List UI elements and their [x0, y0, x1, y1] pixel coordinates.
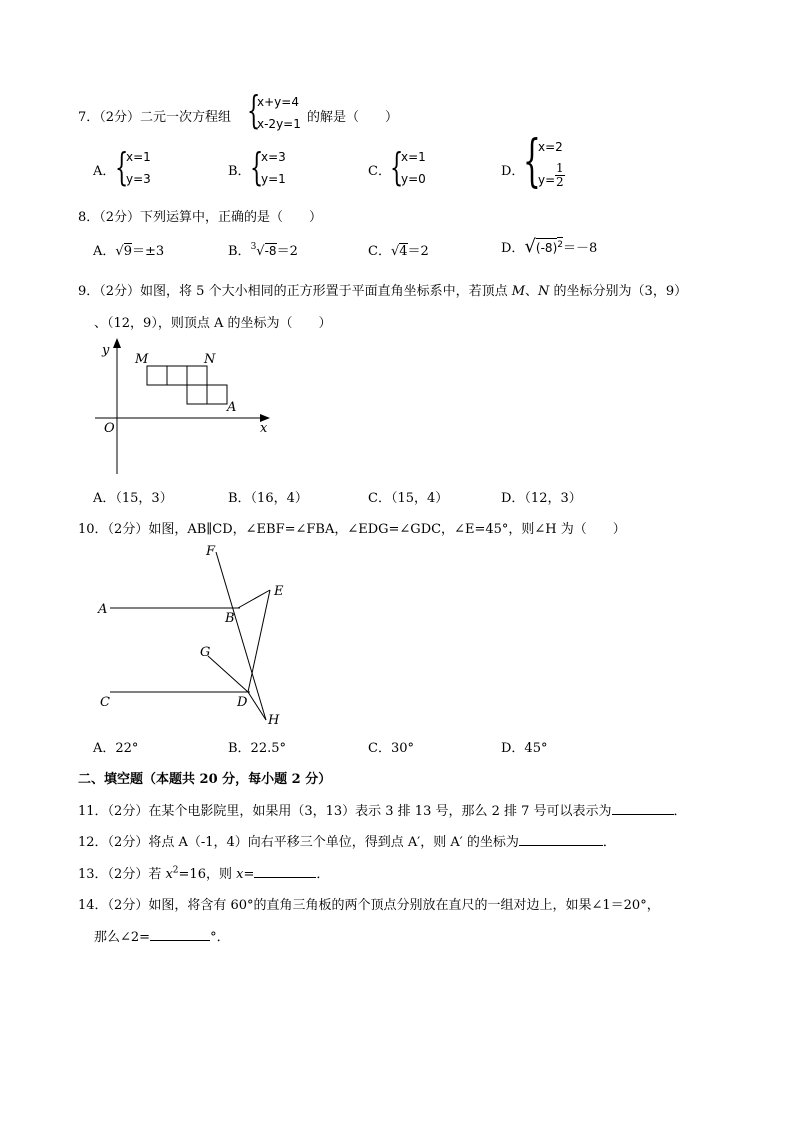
- fig-label-a: A: [98, 602, 108, 617]
- fig-label-x: x: [260, 421, 268, 436]
- q7-eq1: x+y=4: [257, 95, 299, 109]
- q10-option-a[interactable]: A．22°: [93, 741, 139, 756]
- q13-end: ．: [316, 867, 330, 882]
- segment-ed: [248, 590, 270, 692]
- q14-line1: 14．（2分）如图，将含有 60°的直角三角板的两个顶点分别放在直尺的一组对边上，如果∠1＝20°，: [78, 898, 660, 913]
- q13-eq: =: [243, 867, 255, 882]
- segment-gd: [208, 656, 248, 692]
- q8-option-b-index: 3: [250, 242, 257, 252]
- fig-label-f: F: [206, 544, 216, 559]
- section-title: 二、填空题（本题共 20 分，每小题 2 分）: [78, 772, 332, 787]
- q8-option-b-rest: ＝2: [276, 244, 298, 259]
- q7-option-b-line2: y=1: [261, 172, 286, 186]
- q8-option-a-rest: ＝±3: [131, 244, 165, 259]
- fraction-numerator: 1: [556, 161, 564, 175]
- q9-sep: 、: [525, 284, 539, 299]
- q7-option-a-label: A．: [93, 164, 116, 179]
- q10-option-c[interactable]: C．30°: [368, 741, 414, 756]
- q7-option-b-line1: x=3: [261, 150, 286, 164]
- q7-option-b-label: B．: [228, 164, 251, 179]
- y-axis-arrow-icon: [113, 338, 121, 348]
- square: [187, 366, 207, 385]
- fig-label-n: N: [204, 352, 216, 367]
- q12-answer-blank[interactable]: [519, 833, 603, 846]
- q9-line2: 、（12，9），则顶点 A 的坐标为（ ）: [94, 316, 332, 331]
- q9-line1-a: 9．（2分）如图，将 5 个大小相同的正方形置于平面直角坐标系中，若顶点: [78, 284, 512, 299]
- q10-figure: [90, 540, 300, 730]
- q7-option-d-fraction: [555, 162, 565, 189]
- brace-icon: {: [390, 145, 404, 189]
- q12-stem: 12．（2分）将点 A（-1，4）向右平移三个单位，得到点 A′，则 A′ 的坐标为: [78, 835, 519, 850]
- q8-option-d-rest: ＝－8: [562, 241, 598, 256]
- q8-option-a-radicand: 9: [123, 244, 132, 259]
- q8-option-a[interactable]: [93, 240, 164, 259]
- q7-option-d-line2-prefix: y=: [538, 173, 556, 187]
- q7-eq2: x-2y=1: [257, 117, 301, 131]
- q8-option-d-label: D．: [501, 241, 525, 256]
- q13: [78, 863, 329, 882]
- q7-stem: [78, 106, 231, 125]
- brace-icon: {: [115, 145, 129, 189]
- segment-dh: [248, 692, 266, 720]
- fig-label-o: O: [104, 421, 115, 436]
- q7-stem-a: 7．（2分）二元一次方程组: [78, 110, 232, 125]
- square: [207, 385, 227, 404]
- q9-m: M: [511, 284, 526, 299]
- sqrt-icon: √: [524, 236, 536, 257]
- q8-option-d-radicand: (-8): [536, 238, 557, 255]
- q7-option-d-line1: x=2: [538, 140, 563, 154]
- square: [147, 366, 167, 385]
- brace-icon: {: [250, 145, 264, 189]
- q14-line2-end: °．: [210, 930, 230, 945]
- brace-icon: {: [523, 129, 541, 194]
- q13-answer-blank[interactable]: [254, 865, 316, 878]
- q8-option-c-radicand: 4: [399, 244, 408, 259]
- q7-option-d[interactable]: [501, 129, 591, 198]
- q7-option-b[interactable]: [228, 145, 308, 190]
- q10-option-d[interactable]: D．45°: [501, 741, 548, 756]
- q9-line1: [78, 280, 687, 299]
- q9-option-a[interactable]: A．（15，3）: [93, 491, 173, 506]
- q7-option-c[interactable]: [368, 145, 448, 190]
- fraction-denominator: 2: [556, 175, 564, 189]
- fig-label-b: B: [225, 611, 235, 626]
- q7-option-a-line1: x=1: [126, 150, 151, 164]
- q9-line1-b: 的坐标分别为（3，9）: [549, 284, 688, 299]
- square: [187, 385, 207, 404]
- q9-option-b[interactable]: B．（16，4）: [228, 491, 308, 506]
- q13-pre: 13．（2分）若: [78, 867, 166, 882]
- q11-end: ．: [673, 804, 687, 819]
- fig-label-y: y: [102, 343, 110, 358]
- q8-option-c-rest: ＝2: [407, 244, 429, 259]
- q13-var-x2: x: [236, 867, 244, 882]
- square: [167, 366, 187, 385]
- q8-option-b[interactable]: [228, 240, 298, 259]
- fig-label-c: C: [100, 695, 110, 710]
- q12-end: ．: [602, 835, 616, 850]
- q8-option-d-exponent: 2: [557, 237, 563, 250]
- q9-figure: [90, 336, 280, 476]
- q7-system: [247, 88, 307, 135]
- fig-label-m: M: [135, 352, 149, 367]
- q9-n: N: [538, 284, 550, 299]
- sqrt-icon: √: [256, 244, 265, 259]
- q8-stem: 8．（2分）下列运算中，正确的是（ ）: [78, 210, 323, 225]
- fig-label-g: G: [200, 645, 211, 660]
- q8-option-b-radicand: -8: [264, 244, 277, 258]
- q9-option-d[interactable]: D．（12，3）: [501, 491, 582, 506]
- q13-var-x: x: [165, 867, 173, 882]
- q14-answer-blank[interactable]: [150, 928, 210, 941]
- q8-option-a-label: A．: [93, 244, 116, 259]
- sqrt-icon: √: [115, 244, 124, 259]
- q9-option-c[interactable]: C．（15，4）: [368, 491, 449, 506]
- q7-stem-b: 的解是（ ）: [307, 110, 399, 125]
- q12: [78, 831, 616, 850]
- q7-option-c-label: C．: [368, 164, 391, 179]
- fig-label-h: H: [268, 713, 280, 728]
- fig-label-e: E: [274, 584, 284, 599]
- q14-line2-pre: 那么∠2=: [94, 930, 151, 945]
- brace-icon: {: [247, 88, 261, 132]
- q11-stem: 11．（2分）在某个电影院里，如果用（3，13）表示 3 排 13 号，那么 2 排 7 号可以表示为: [78, 804, 612, 819]
- q7-option-a-line2: y=3: [126, 172, 151, 186]
- q14-line2: [94, 926, 230, 945]
- q7-option-c-line1: x=1: [401, 150, 426, 164]
- q8-option-b-label: B．: [228, 244, 251, 259]
- sqrt-icon: √: [390, 244, 400, 259]
- fig-label-d: D: [237, 695, 248, 710]
- q13-exponent: 2: [172, 865, 179, 876]
- q10-stem: 10．（2分）如图，AB∥CD，∠EBF=∠FBA，∠EDG=∠GDC，∠E=45°，则∠H 为（ ）: [78, 522, 626, 537]
- fig-label-a: A: [227, 400, 237, 415]
- q7-option-c-line2: y=0: [401, 172, 426, 186]
- segment-be: [238, 590, 270, 608]
- q13-mid: =16，则: [178, 867, 237, 882]
- q11: [78, 800, 687, 819]
- q7-option-d-label: D．: [501, 164, 525, 179]
- q8-option-d[interactable]: [501, 236, 597, 257]
- q8-option-c[interactable]: [368, 240, 429, 259]
- q10-option-b[interactable]: B．22.5°: [228, 741, 286, 756]
- q7-option-a[interactable]: [93, 145, 173, 190]
- q11-answer-blank[interactable]: [612, 802, 674, 815]
- q8-option-c-label: C．: [368, 244, 391, 259]
